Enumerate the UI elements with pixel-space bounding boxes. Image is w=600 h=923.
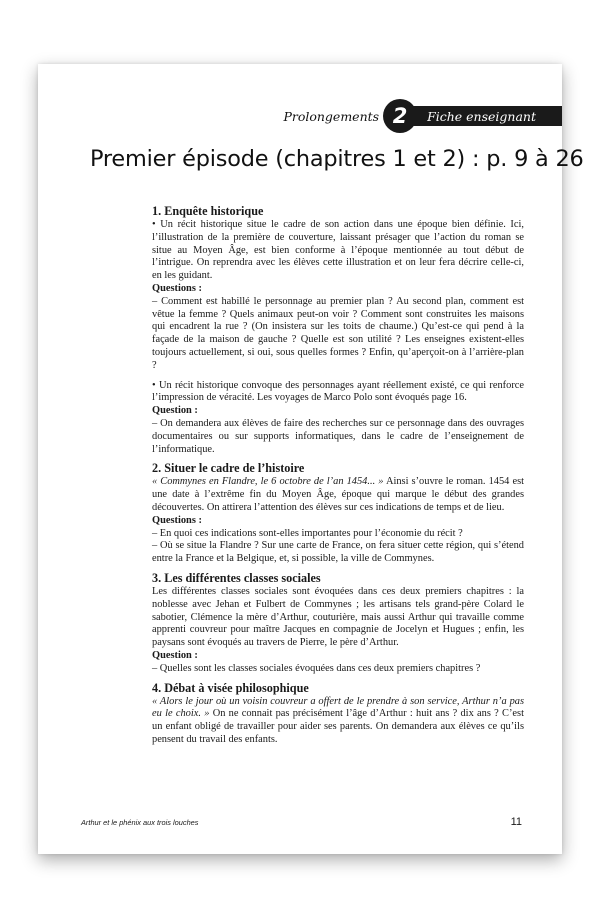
paragraph (152, 476, 524, 514)
question-text: – On demandera aux élèves de faire des recherches sur ce personnage dans des ouvrages documentaires ou sur supports informatiques, dans le cadre de l’enseignement de l’informatique. (152, 417, 524, 455)
question-text: – Où se situe la Flandre ? Sur une carte de France, on fera situer cette région, qui s’étend entre la France et la Belgique, et, si possible, la ville de Commynes. (152, 540, 524, 565)
section-heading-2: 2. Situer le cadre de l’histoire (152, 461, 305, 476)
band-label: Fiche enseignant (427, 108, 536, 124)
question-text: – Quelles sont les classes sociales évoquées dans ces deux premiers chapitres ? (152, 662, 481, 674)
questions-label: Questions : (152, 282, 202, 294)
page-title: Premier épisode (chapitres 1 et 2) : p. 9 à 26 (90, 146, 584, 172)
paragraph: Les différentes classes sociales sont évoquées dans ces deux premiers chapitres : la noblesse avec Jehan et Fulbert de Commynes ; les artisans tels grand-père Colard le sabotier, Clémence la mère d’Arthur, couturière, mais aussi Arthur qui travaille comme apprenti couvreur pour maître Jacques en compagnie de Jocelyn et Hugues ; enfin, les paysans sont évoqués au travers de Pierre, le père d’Arthur. (152, 585, 524, 649)
section-heading-4: 4. Débat à visée philosophique (152, 680, 309, 695)
questions-label: Questions : (152, 514, 202, 526)
page-number: 11 (510, 816, 522, 828)
header-band (389, 106, 562, 126)
chapter-number-badge: 2 (383, 99, 417, 133)
section-heading-3: 3. Les différentes classes sociales (152, 570, 321, 585)
question-text: – Comment est habillé le personnage au premier plan ? Au second plan, comment est vêtue la femme ? Quels animaux peut-on voir ? Comment sont construites les maisons qui encadrent la rue ? (On insistera sur les toits de chaume.) Qu’est-ce qui pend à la façade de la maison de gauche ? Quelle est son utilité ? Les enseignes existent-elles toujours actuellement, si oui, sous quelles formes ? Enfin, qu’aperçoit-on à l’arrière-plan ? (152, 295, 524, 371)
page-header (283, 102, 562, 130)
page-content (152, 204, 524, 747)
paragraph-text: On ne connait pas précisément l’âge d’Arthur : huit ans ? dix ans ? C’est un enfant obligé de travailler pour aider ses parents. On demandera aux élèves ce qu’ils pensent du travail des enfants. (152, 708, 524, 745)
quote: « Alors le jour où un voisin couvreur a offert de le prendre à son service, Arthur n’a pas eu le choix. » (152, 695, 524, 720)
question-label: Question : (152, 405, 198, 417)
document-page (38, 64, 584, 854)
paragraph: • Un récit historique convoque des personnages ayant réellement existé, ce qui renforce l’impression de véracité. Les voyages de Marco Polo sont évoqués page 16. (152, 379, 524, 404)
page-footer (81, 816, 522, 828)
book-title: Arthur et le phénix aux trois louches (81, 818, 199, 827)
paragraph (152, 696, 524, 747)
paragraph-text: Ainsi s’ouvre le roman. 1454 est une date à l’extrême fin du Moyen Âge, époque qui marque le début des grandes découvertes. On attirera l’attention des élèves sur ces indications de temps et de lieu. (152, 476, 525, 513)
question-text: – En quoi ces indications sont-elles importantes pour l’économie du récit ? (152, 527, 463, 539)
section-heading-1: 1. Enquête historique (152, 204, 264, 218)
question-label: Question : (152, 649, 198, 661)
paragraph: • Un récit historique situe le cadre de son action dans une époque bien définie. Ici, l’illustration de la première de couverture, laissant présager que l’action du roman se situe au Moyen Âge, est bien conforme à l’époque mentionnée au tout début de l’intrigue. On reprendra avec les élèves cette illustration et on leur fera décrire celle-ci, en les guidant. (152, 219, 524, 282)
section-label: Prolongements (283, 108, 380, 124)
quote: « Commynes en Flandre, le 6 octobre de l’an 1454... » (152, 476, 384, 488)
